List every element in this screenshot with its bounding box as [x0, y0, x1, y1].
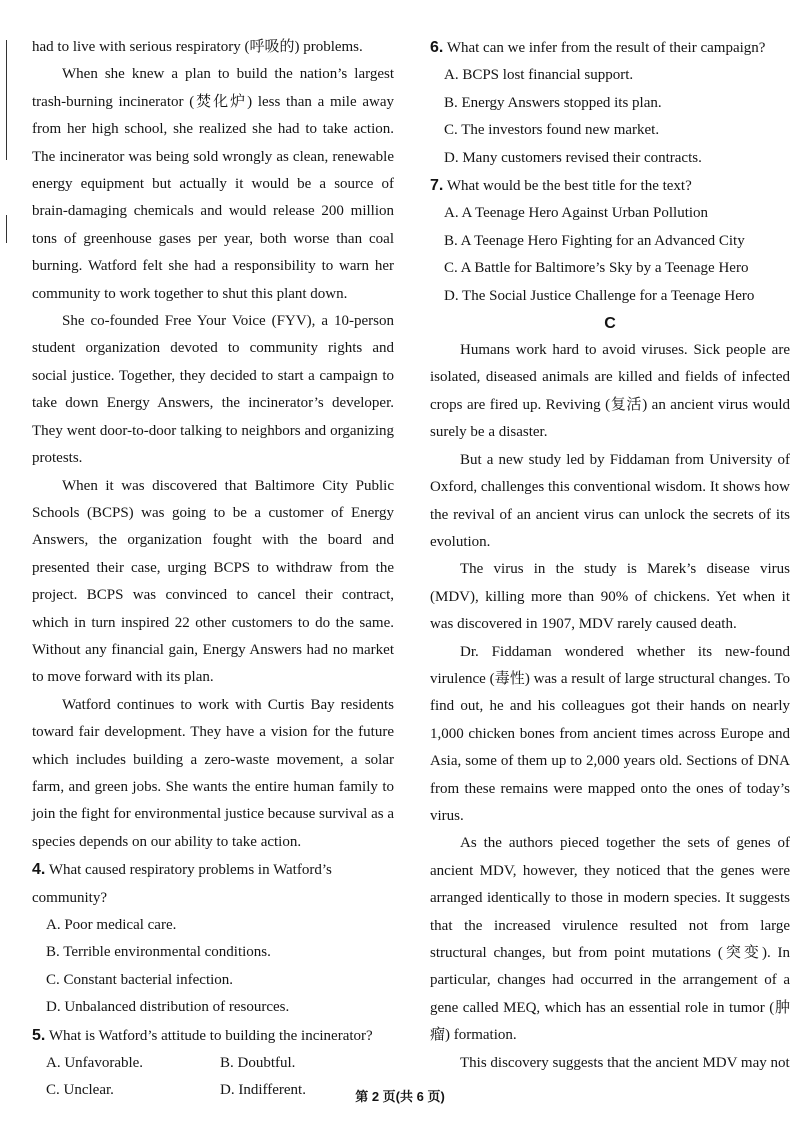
option-b: B. Energy Answers stopped its plan.	[444, 94, 662, 111]
paragraph: Dr. Fiddaman wondered whether its new-found virulence (毒性) was a result of large structural changes. To find out, he and his colleagues got their hands on nearly 1,000 chicken bones from ancient times across Europe and Asia, some of them up to 2,000 years old. Sections of DNA from these remains were mapped onto the ones of today’s virus.	[430, 643, 790, 824]
question-number: 5.	[32, 1026, 46, 1044]
paragraph: This discovery suggests that the ancient MDV may not	[460, 1054, 790, 1071]
paragraph: had to live with serious respiratory (呼吸的) problems.	[32, 39, 363, 55]
question-text: What is Watford’s attitude to building the incinerator?	[48, 1027, 373, 1044]
question-number: 6.	[430, 39, 444, 56]
question-7	[430, 172, 790, 200]
question-text: What caused respiratory problems in Watford’s community?	[32, 862, 332, 906]
paragraph: Humans work hard to avoid viruses. Sick people are isolated, diseased animals are killed and fields of infected crops are fired up. Reviving (复活) an ancient virus would surely be a disaster.	[430, 342, 790, 441]
paragraph: The virus in the study is Marek’s disease virus (MDV), killing more than 90% of chickens. Yet when it was discovered in 1907, MDV rarely caused death.	[430, 561, 790, 633]
question-text: What can we infer from the result of their campaign?	[446, 40, 766, 56]
paragraph: As the authors pieced together the sets of genes of ancient MDV, however, they noticed that the genes were arranged identically to those in modern species. It suggests that the increased virulence resulted not from large structural changes, but from point mutations (突变). In particular, changes had occurred in the arrangement of a gene called MEQ, which has an essential role in tumor (肿瘤) formation.	[430, 835, 790, 1044]
option-c: C. The investors found new market.	[444, 122, 660, 139]
margin-rule	[6, 215, 7, 243]
question-4	[32, 856, 394, 912]
margin-rule	[6, 40, 7, 160]
option-a: A. A Teenage Hero Against Urban Pollution	[444, 205, 709, 222]
option-c: C. Constant bacterial infection.	[46, 971, 234, 988]
option-a: A. BCPS lost financial support.	[444, 67, 634, 84]
page-number: 第 2 页(共 6 页)	[355, 1089, 445, 1104]
option-d: D. Indifferent.	[220, 1082, 306, 1099]
paragraph: Watford continues to work with Curtis Bay residents toward fair development. They have a vision for the future which includes building a zero-waste movement, a solar farm, and green jobs. She wants the entire human family to join the fight for environmental justice because survival as a species depends on our ability to take action.	[32, 696, 394, 850]
paragraph: But a new study led by Fiddaman from University of Oxford, challenges this conventional wisdom. It shows how the revival of an ancient virus can unlock the secrets of its evolution.	[430, 451, 790, 550]
option-d: D. Unbalanced distribution of resources.	[46, 999, 290, 1016]
question-number: 4.	[32, 861, 46, 879]
option-d: D. Many customers revised their contracts.	[444, 149, 702, 166]
option-d: D. The Social Justice Challenge for a Teenage Hero	[444, 287, 755, 304]
question-number: 7.	[430, 177, 444, 195]
left-column	[32, 34, 394, 1105]
option-b: B. A Teenage Hero Fighting for an Advanced City	[444, 232, 745, 249]
option-a: A. Unfavorable.	[46, 1055, 144, 1072]
paragraph: She co-founded Free Your Voice (FYV), a 10-person student organization devoted to community rights and social justice. Together, they decided to start a campaign to take down Energy Answers, the incinerator’s developer. They went door-to-door talking to neighbors and organizing protests.	[32, 313, 394, 467]
question-text: What would be the best title for the text?	[446, 178, 692, 195]
option-b: B. Terrible environmental conditions.	[46, 944, 271, 961]
right-column	[430, 34, 790, 1077]
option-b: B. Doubtful.	[220, 1055, 296, 1072]
question-5	[32, 1022, 394, 1050]
option-c: C. Unclear.	[46, 1082, 114, 1099]
question-6	[430, 34, 790, 62]
section-heading: C	[604, 315, 616, 333]
option-a: A. Poor medical care.	[46, 917, 177, 933]
paragraph: When it was discovered that Baltimore City Public Schools (BCPS) was going to be a customer of Energy Answers, the organization fought with the board and presented their case, urging BCPS to withdraw from the project. BCPS was convinced to cancel their contract, which in turn inspired 22 other customers to do the same. Without any financial gain, Energy Answers had no market to move forward with its plan.	[32, 477, 394, 686]
option-row	[32, 1050, 394, 1077]
option-c: C. A Battle for Baltimore’s Sky by a Teenage Hero	[444, 260, 749, 277]
paragraph: When she knew a plan to build the nation’s largest trash-burning incinerator (焚化炉) less than a mile away from her high school, she realized she had to take action. The incinerator was being sold wrongly as clean, renewable energy equipment but actually it would be a source of brain-damaging chemicals and would release 200 million tons of greenhouse gases per year, both worse than coal burning. Watford felt she had a responsibility to warn her community to work together to shut this plant down.	[32, 66, 394, 302]
